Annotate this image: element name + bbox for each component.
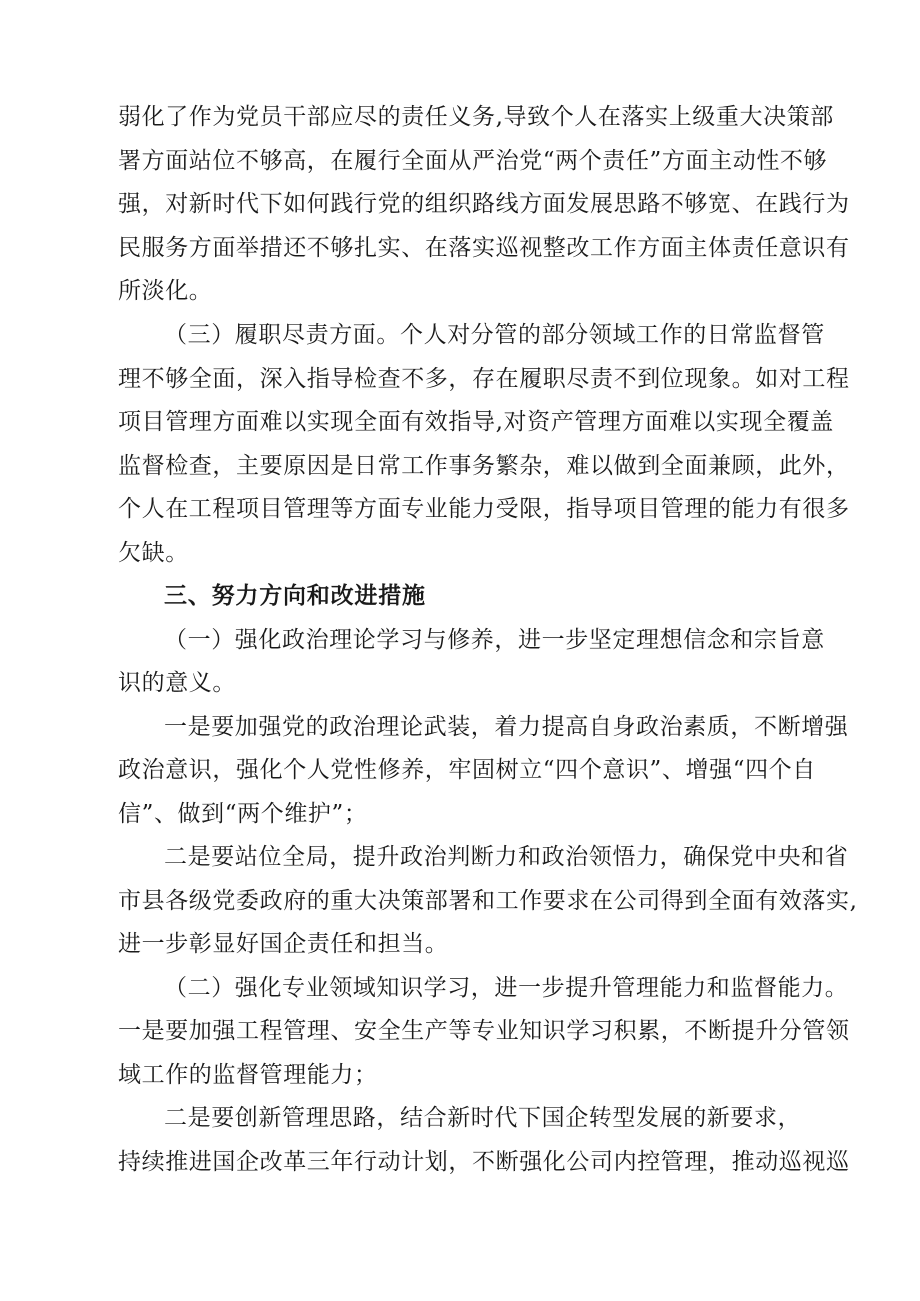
paragraph-line: （一）强化政治理论学习与修养，进一步坚定理想信念和宗旨意 (164, 627, 825, 653)
paragraph-line: 所淡化。 (118, 278, 213, 304)
paragraph-line: 理不够全面，深入指导检查不多，存在履职尽责不到位现象。如对工程 (118, 366, 850, 392)
paragraph-line: 二是要创新管理思路，结合新时代下国企转型发展的新要求， (164, 1105, 802, 1131)
paragraph-line: （三）履职尽责方面。个人对分管的部分领域工作的日常监督管 (164, 322, 825, 348)
paragraph-line: 持续推进国企改革三年行动计划，不断强化公司内控管理，推动巡视巡 (118, 1149, 850, 1175)
paragraph-line: 强，对新时代下如何践行党的组织路线方面发展思路不够宽、在践行为 (118, 191, 850, 217)
paragraph-line: 市县各级党委政府的重大决策部署和工作要求在公司得到全面有效落实, (118, 888, 858, 914)
paragraph-line: 项目管理方面难以实现全面有效指导,对资产管理方面难以实现全覆盖 (118, 409, 834, 435)
paragraph-line: 进一步彰显好国企责任和担当。 (118, 931, 449, 957)
paragraph-line: 署方面站位不够高，在履行全面从严治党“两个责任”方面主动性不够 (118, 148, 828, 174)
paragraph-line: 弱化了作为党员干部应尽的责任义务,导致个人在落实上级重大决策部 (118, 104, 834, 130)
paragraph-line: 政治意识，强化个人党性修养，牢固树立“四个意识”、增强“四个自 (118, 757, 816, 783)
paragraph-line: 一是要加强工程管理、安全生产等专业知识学习积累，不断提升分管领 (118, 1018, 850, 1044)
section-heading: 三、努力方向和改进措施 (164, 583, 426, 609)
paragraph-line: 域工作的监督管理能力； (118, 1062, 378, 1088)
paragraph-line: 二是要站位全局，提升政治判断力和政治领悟力，确保党中央和省 (164, 844, 849, 870)
paragraph-line: 个人在工程项目管理等方面专业能力受限，指导项目管理的能力有很多 (118, 496, 850, 522)
paragraph-line: 信”、做到“两个维护”； (118, 801, 368, 827)
paragraph-line: 识的意义。 (118, 670, 236, 696)
paragraph-line: 欠缺。 (118, 540, 189, 566)
paragraph-line: 监督检查，主要原因是日常工作事务繁杂，难以做到全面兼顾，此外， (118, 453, 850, 479)
paragraph-line: 民服务方面举措还不够扎实、在落实巡视整改工作方面主体责任意识有 (118, 235, 850, 261)
paragraph-line: （二）强化专业领域知识学习，进一步提升管理能力和监督能力。 (164, 975, 849, 1001)
paragraph-line: 一是要加强党的政治理论武装，着力提高自身政治素质，不断增强 (164, 714, 849, 740)
